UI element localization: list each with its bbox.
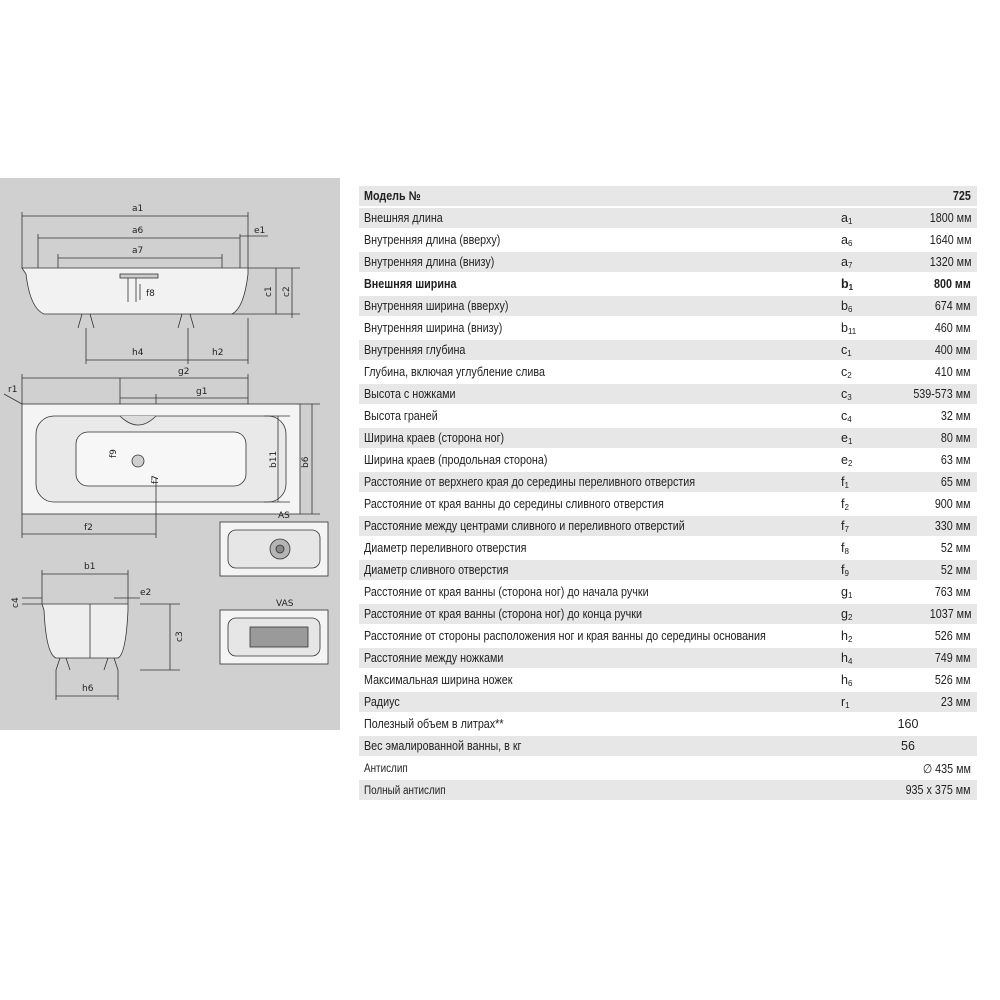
- label-vas: VAS: [276, 599, 294, 609]
- row-value: 330 мм: [886, 515, 977, 537]
- row-symbol: f2: [839, 493, 886, 515]
- dim-c2: c2: [282, 286, 292, 297]
- dim-c3: c3: [175, 631, 185, 642]
- table-row: [359, 779, 977, 801]
- row-symbol: h6: [839, 669, 886, 691]
- row-label: Расстояние от стороны расположения ног и края ванны до середины основания: [359, 625, 839, 647]
- table-row: [359, 361, 977, 383]
- row-value: 1800 мм: [886, 207, 977, 229]
- row-symbol: f1: [839, 471, 886, 493]
- row-label: Внешняя длина: [359, 207, 839, 229]
- row-label: Внутренняя длина (вверху): [359, 229, 839, 251]
- table-row: [359, 603, 977, 625]
- row-symbol: a7: [839, 251, 886, 273]
- row-value: 800 мм: [886, 273, 977, 295]
- row-value: 65 мм: [886, 471, 977, 493]
- row-value: ∅ 435 мм: [839, 757, 977, 779]
- row-value: 80 мм: [886, 427, 977, 449]
- dim-f8: f8: [146, 289, 155, 299]
- row-label: Антислип: [359, 757, 839, 779]
- row-value: 1037 мм: [886, 603, 977, 625]
- row-value: 900 мм: [886, 493, 977, 515]
- row-symbol: b6: [839, 295, 886, 317]
- bathtub-drawing: [0, 178, 340, 730]
- row-value: 749 мм: [886, 647, 977, 669]
- table-row: [359, 537, 977, 559]
- row-value: 539-573 мм: [886, 383, 977, 405]
- dim-f7: f7: [151, 475, 161, 484]
- dim-g2: g2: [178, 367, 190, 377]
- table-row: [359, 383, 977, 405]
- row-label: Расстояние от края ванны (сторона ног) до конца ручки: [359, 603, 839, 625]
- label-as: AS: [278, 511, 290, 521]
- model-value: 725: [886, 186, 977, 207]
- row-symbol: f7: [839, 515, 886, 537]
- row-value: 763 мм: [886, 581, 977, 603]
- dim-e2: e2: [140, 588, 152, 598]
- row-symbol: a1: [839, 207, 886, 229]
- row-label: Высота граней: [359, 405, 839, 427]
- row-label: Диаметр переливного отверстия: [359, 537, 839, 559]
- row-symbol: h4: [839, 647, 886, 669]
- dim-c4: c4: [11, 597, 21, 608]
- table-row: [359, 449, 977, 471]
- row-label: Полезный объем в литрах**: [359, 713, 839, 735]
- table-row: [359, 515, 977, 537]
- row-value: 1640 мм: [886, 229, 977, 251]
- dim-h4: h4: [132, 348, 144, 358]
- table-row: [359, 405, 977, 427]
- table-row: [359, 669, 977, 691]
- table-row: [359, 647, 977, 669]
- row-label: Расстояние между центрами сливного и переливного отверстий: [359, 515, 839, 537]
- dim-a7: a7: [132, 246, 144, 256]
- dim-f2: f2: [84, 523, 93, 533]
- row-label: Внешняя ширина: [359, 273, 839, 295]
- row-value: 526 мм: [886, 669, 977, 691]
- row-value: 52 мм: [886, 537, 977, 559]
- spec-table: [359, 186, 977, 802]
- table-row: [359, 713, 977, 735]
- row-label: Радиус: [359, 691, 839, 713]
- table-row: [359, 229, 977, 251]
- table-row: [359, 691, 977, 713]
- table-header-row: [359, 186, 977, 207]
- table-row: [359, 471, 977, 493]
- row-value: 52 мм: [886, 559, 977, 581]
- row-label: Расстояние между ножками: [359, 647, 839, 669]
- row-label: Полный антислип: [359, 779, 839, 801]
- table-row: [359, 339, 977, 361]
- row-label: Ширина краев (сторона ног): [359, 427, 839, 449]
- row-symbol: b11: [839, 317, 886, 339]
- row-value: 400 мм: [886, 339, 977, 361]
- row-label: Расстояние от края ванны до середины сливного отверстия: [359, 493, 839, 515]
- row-label: Внутренняя длина (внизу): [359, 251, 839, 273]
- row-value: 526 мм: [886, 625, 977, 647]
- table-row: [359, 559, 977, 581]
- row-label: Максимальная ширина ножек: [359, 669, 839, 691]
- row-value: 32 мм: [886, 405, 977, 427]
- row-value: 1320 мм: [886, 251, 977, 273]
- dim-a6: a6: [132, 226, 144, 236]
- row-symbol: g1: [839, 581, 886, 603]
- table-row: [359, 581, 977, 603]
- row-symbol: c3: [839, 383, 886, 405]
- row-symbol: h2: [839, 625, 886, 647]
- cross-section-tub: [42, 604, 128, 658]
- row-symbol: f8: [839, 537, 886, 559]
- row-label: Расстояние от края ванны (сторона ног) до начала ручки: [359, 581, 839, 603]
- row-symbol: c2: [839, 361, 886, 383]
- row-label: Внутренняя ширина (внизу): [359, 317, 839, 339]
- row-value: 23 мм: [886, 691, 977, 713]
- row-value: 674 мм: [886, 295, 977, 317]
- row-symbol: f9: [839, 559, 886, 581]
- row-label: Ширина краев (продольная сторона): [359, 449, 839, 471]
- table-row: [359, 625, 977, 647]
- dim-c1: c1: [264, 286, 274, 297]
- table-row: [359, 207, 977, 229]
- row-value: 56: [839, 735, 977, 757]
- dim-r1: r1: [8, 385, 18, 395]
- row-label: Вес эмалированной ванны, в кг: [359, 735, 839, 757]
- row-label: Внутренняя глубина: [359, 339, 839, 361]
- dim-b1: b1: [84, 562, 96, 572]
- row-symbol: r1: [839, 691, 886, 713]
- dim-h2: h2: [212, 348, 224, 358]
- row-symbol: c4: [839, 405, 886, 427]
- model-label: Модель №: [359, 186, 839, 207]
- table-row: [359, 251, 977, 273]
- row-symbol: e1: [839, 427, 886, 449]
- row-value: 410 мм: [886, 361, 977, 383]
- row-symbol: b1: [839, 273, 886, 295]
- dim-b6: b6: [301, 456, 311, 468]
- row-value: 935 x 375 мм: [839, 779, 977, 801]
- row-symbol: e2: [839, 449, 886, 471]
- dim-b11: b11: [269, 450, 279, 468]
- dim-a1: a1: [132, 204, 144, 214]
- table-row: [359, 317, 977, 339]
- dim-h6: h6: [82, 684, 94, 694]
- table-row: [359, 735, 977, 757]
- row-symbol: c1: [839, 339, 886, 361]
- row-symbol: a6: [839, 229, 886, 251]
- row-label: Внутренняя ширина (вверху): [359, 295, 839, 317]
- table-row: [359, 273, 977, 295]
- row-label: Высота с ножками: [359, 383, 839, 405]
- row-label: Глубина, включая углубление слива: [359, 361, 839, 383]
- table-row: [359, 427, 977, 449]
- dim-f9: f9: [109, 449, 119, 458]
- dim-g1: g1: [196, 387, 208, 397]
- row-value: 63 мм: [886, 449, 977, 471]
- table-row: [359, 493, 977, 515]
- table-row: [359, 757, 977, 779]
- technical-drawing-panel: [0, 178, 340, 730]
- dim-e1: e1: [254, 226, 266, 236]
- row-value: 460 мм: [886, 317, 977, 339]
- table-row: [359, 295, 977, 317]
- row-value: 160: [839, 713, 977, 735]
- row-label: Диаметр сливного отверстия: [359, 559, 839, 581]
- row-label: Расстояние от верхнего края до середины переливного отверстия: [359, 471, 839, 493]
- row-symbol: g2: [839, 603, 886, 625]
